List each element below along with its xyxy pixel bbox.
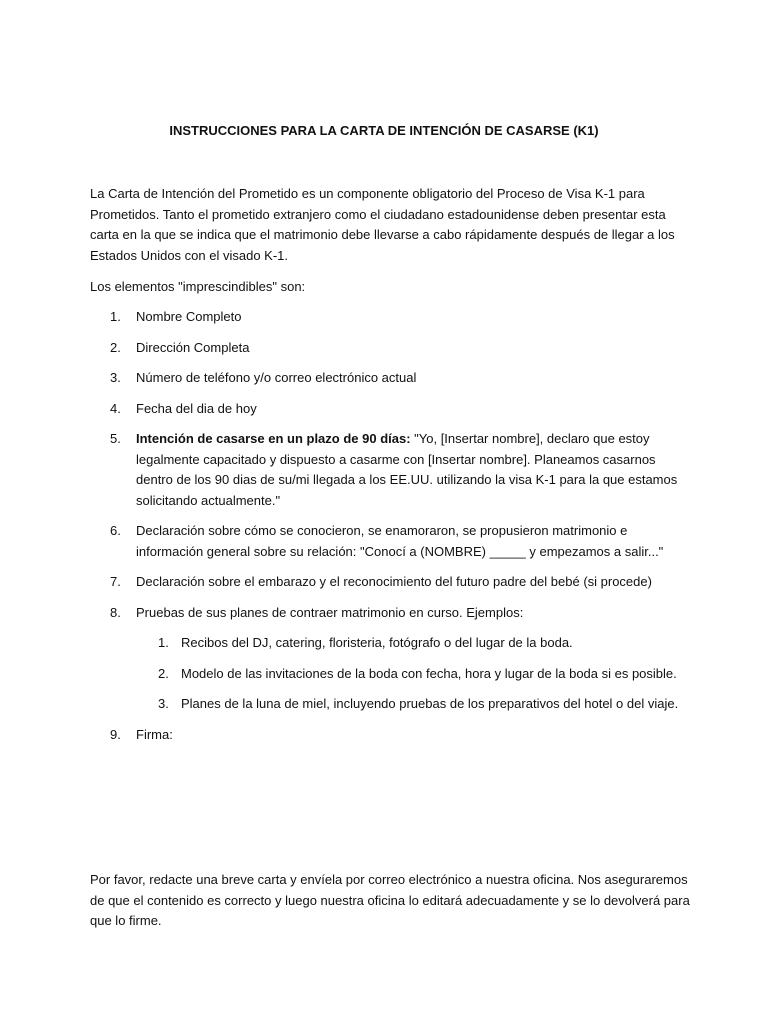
item-number: 6. bbox=[110, 523, 121, 538]
closing-paragraph: Por favor, redacte una breve carta y envíela por correo electrónico a nuestra oficina. Nos aseguraremos de que el contenido es correcto y luego nuestra oficina lo editará adecuadamente y se lo devolverá para que lo firme. bbox=[90, 872, 690, 928]
item-text: Número de teléfono y/o correo electrónico actual bbox=[136, 370, 417, 385]
item-text: Fecha del dia de hoy bbox=[136, 400, 257, 416]
sublist-item bbox=[136, 694, 690, 715]
list-item bbox=[90, 521, 690, 562]
item-text: Declaración sobre el embarazo y el reconocimiento del futuro padre del bebé (si procede) bbox=[136, 574, 652, 589]
item-text: Declaración sobre cómo se conocieron, se enamoraron, se propusieron matrimonio e información general sobre su relación: "Conocí a (NOMBRE) _____ y empezamos a salir..." bbox=[136, 523, 664, 559]
sublist-item bbox=[136, 633, 690, 654]
list-item bbox=[90, 399, 690, 420]
intro-paragraph: La Carta de Intención del Prometido es un componente obligatorio del Proceso de Visa K-1 para Prometidos. Tanto el prometido extranjero como el ciudadano estadounidense deben presentar esta carta en la que se indica que el matrimonio debe llevarse a cabo rápidamente después de llegar a los Estados Unidos con el visado K-1. bbox=[90, 186, 675, 263]
list-item bbox=[90, 725, 690, 746]
item-text: "Yo, [Insertar nombre], declaro que estoy legalmente capacitado y dispuesto a casarme con [Insertar nombre]. Planeamos casarnos dentro de los 90 dias de su/mi llegada a los EE.UU. utilizando la visa K-1 para la que estamos solicitando actualmente." bbox=[136, 431, 678, 508]
item-text: Firma: bbox=[136, 726, 173, 742]
sub-item-number: 3. bbox=[158, 696, 169, 711]
document-title: INSTRUCCIONES PARA LA CARTA DE INTENCIÓN DE CASARSE (K1) bbox=[169, 123, 599, 138]
item-number: 8. bbox=[110, 604, 121, 620]
item-number: 3. bbox=[110, 370, 121, 385]
sub-item-number: 1. bbox=[158, 635, 169, 650]
item-number: 1. bbox=[110, 309, 121, 324]
sub-item-text: Recibos del DJ, catering, floristeria, fotógrafo o del lugar de la boda. bbox=[181, 635, 573, 650]
sub-item-text: Planes de la luna de miel, incluyendo pruebas de los preparativos del hotel o del viaje. bbox=[181, 696, 679, 711]
item-number: 7. bbox=[110, 574, 121, 589]
item-text: Nombre Completo bbox=[136, 309, 242, 324]
requirements-list bbox=[90, 307, 690, 755]
sublist-item bbox=[136, 664, 690, 685]
item-heading: Intención de casarse en un plazo de 90 días: bbox=[136, 431, 411, 446]
list-item bbox=[90, 603, 690, 715]
item-text: Dirección Completa bbox=[136, 339, 250, 355]
item-number: 5. bbox=[110, 431, 121, 446]
list-lead: Los elementos "imprescindibles" son: bbox=[90, 279, 306, 294]
list-item bbox=[90, 307, 690, 328]
item-number: 2. bbox=[110, 339, 121, 355]
sub-item-text: Modelo de las invitaciones de la boda con fecha, hora y lugar de la boda si es posible. bbox=[181, 665, 677, 681]
sub-item-number: 2. bbox=[158, 665, 169, 681]
item-number: 9. bbox=[110, 726, 121, 742]
examples-sublist bbox=[136, 633, 690, 715]
list-item bbox=[90, 338, 690, 359]
item-text: Pruebas de sus planes de contraer matrimonio en curso. Ejemplos: bbox=[136, 604, 524, 620]
list-item bbox=[90, 368, 690, 389]
list-item bbox=[90, 429, 690, 511]
item-number: 4. bbox=[110, 400, 121, 416]
list-item bbox=[90, 572, 690, 593]
